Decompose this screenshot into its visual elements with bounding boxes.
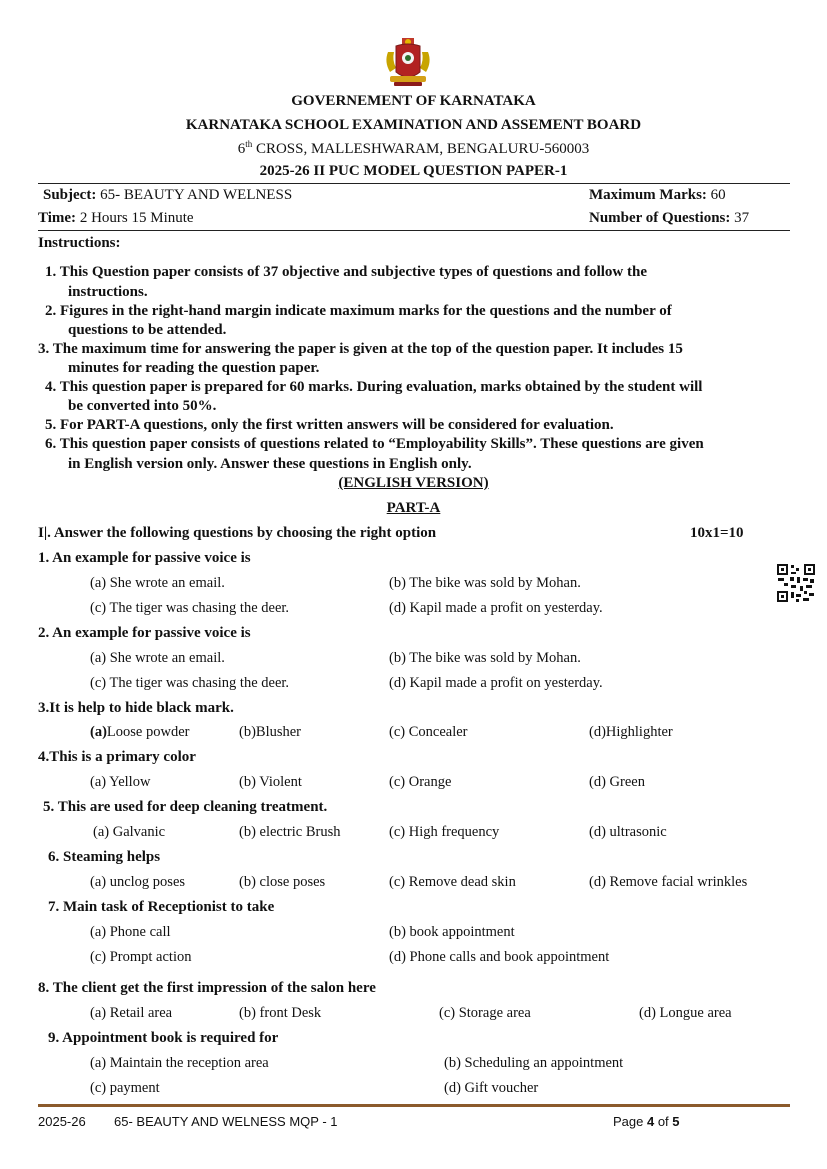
q9-option-a: (a) Maintain the reception area [90,1055,269,1071]
q4-option-b: (b) Violent [239,774,302,790]
q7-option-c: (c) Prompt action [90,949,192,965]
q6-option-d: (d) Remove facial wrinkles [589,874,748,890]
instruction-1: 1. This Question paper consists of 37 objective and subjective types of questions and follow the [45,264,647,280]
question-9: 9. Appointment book is required for [48,1030,279,1046]
q3-option-b: (b)Blusher [239,724,302,740]
question-2: 2. An example for passive voice is [38,625,251,641]
instruction-6-cont: in English version only. Answer these questions in English only. [68,456,472,472]
q2-option-b: (b) The bike was sold by Mohan. [389,650,581,666]
q7-option-a: (a) Phone call [90,924,171,940]
instruction-1-cont: instructions. [68,284,148,300]
q5-option-d: (d) ultrasonic [589,824,667,840]
paper-title: 2025-26 II PUC MODEL QUESTION PAPER-1 [259,163,568,179]
q1-option-c: (c) The tiger was chasing the deer. [90,600,290,616]
question-1: 1. An example for passive voice is [38,550,251,566]
qr-code-icon [776,563,816,603]
question-4: 4.This is a primary color [38,749,196,765]
section-marks: 10x1=10 [690,525,744,541]
q1-option-b: (b) The bike was sold by Mohan. [389,575,581,591]
q8-option-a: (a) Retail area [90,1005,173,1021]
version-heading: (ENGLISH VERSION) [338,475,489,491]
q5-option-a: (a) Galvanic [93,824,166,840]
q5-option-b: (b) electric Brush [239,824,341,840]
question-7: 7. Main task of Receptionist to take [48,899,275,915]
q2-option-c: (c) The tiger was chasing the deer. [90,675,290,691]
footer-subject: 65- BEAUTY AND WELNESS MQP - 1 [114,1114,338,1129]
instruction-3-cont: minutes for reading the question paper. [68,360,320,376]
instruction-3: 3. The maximum time for answering the paper is given at the top of the question paper. It includes 15 [38,341,683,357]
q4-option-d: (d) Green [589,774,645,790]
instruction-2-cont: questions to be attended. [68,322,227,338]
footer-year: 2025-26 [38,1114,86,1129]
footer-page-number: Page 4 of 5 [613,1114,680,1129]
q7-option-d: (d) Phone calls and book appointment [389,949,610,965]
instruction-4-cont: be converted into 50%. [68,398,217,414]
government-title: GOVERNEMENT OF KARNATAKA [291,93,536,109]
question-3: 3.It is help to hide black mark. [38,700,234,716]
footer-rule [38,1104,790,1107]
part-heading: PART-A [386,500,441,516]
q4-option-a: (a) Yellow [90,774,151,790]
num-questions-line: Number of Questions: 37 [589,210,750,226]
q6-option-b: (b) close poses [239,874,326,890]
q9-option-c: (c) payment [90,1080,160,1096]
board-title: KARNATAKA SCHOOL EXAMINATION AND ASSEMENT BOARD [185,117,642,133]
question-6: 6. Steaming helps [48,849,161,865]
board-address: 6th CROSS, MALLESHWARAM, BENGALURU-560003 [237,139,590,157]
q2-option-d: (d) Kapil made a profit on yesterday. [389,675,603,691]
q3-option-d: (d)Highlighter [589,724,673,740]
q7-option-b: (b) book appointment [389,924,515,940]
q3-option-c: (c) Concealer [389,724,468,740]
q6-option-a: (a) unclog poses [90,874,186,890]
q2-option-a: (a) She wrote an email. [90,650,225,666]
q1-option-d: (d) Kapil made a profit on yesterday. [389,600,603,616]
q8-option-c: (c) Storage area [439,1005,531,1021]
q8-option-d: (d) Longue area [639,1005,732,1021]
q8-option-b: (b) front Desk [239,1005,322,1021]
q9-option-b: (b) Scheduling an appointment [444,1055,624,1071]
max-marks-line: Maximum Marks: 60 [589,187,726,203]
instructions-title: Instructions: [38,235,121,251]
subject-line: Subject: 65- BEAUTY AND WELNESS [43,187,293,203]
q6-option-c: (c) Remove dead skin [389,874,516,890]
q5-option-c: (c) High frequency [389,824,500,840]
instruction-6: 6. This question paper consists of questions related to “Employability Skills”. These questions are given [45,436,704,452]
instruction-5: 5. For PART-A questions, only the first written answers will be considered for evaluation. [45,417,614,433]
karnataka-emblem-icon [380,38,436,88]
q4-option-c: (c) Orange [389,774,452,790]
instruction-4: 4. This question paper is prepared for 60 marks. During evaluation, marks obtained by the student will [45,379,703,395]
instruction-2: 2. Figures in the right-hand margin indicate maximum marks for the questions and the number of [45,303,672,319]
section-instruction: I|. Answer the following questions by choosing the right option [38,525,437,541]
q9-option-d: (d) Gift voucher [444,1080,539,1096]
time-line: Time: 2 Hours 15 Minute [38,210,194,226]
question-5: 5. This are used for deep cleaning treatment. [43,799,328,815]
question-8: 8. The client get the first impression of the salon here [38,980,376,996]
q1-option-a: (a) She wrote an email. [90,575,225,591]
q3-option-a: (a)Loose powder [90,724,190,740]
